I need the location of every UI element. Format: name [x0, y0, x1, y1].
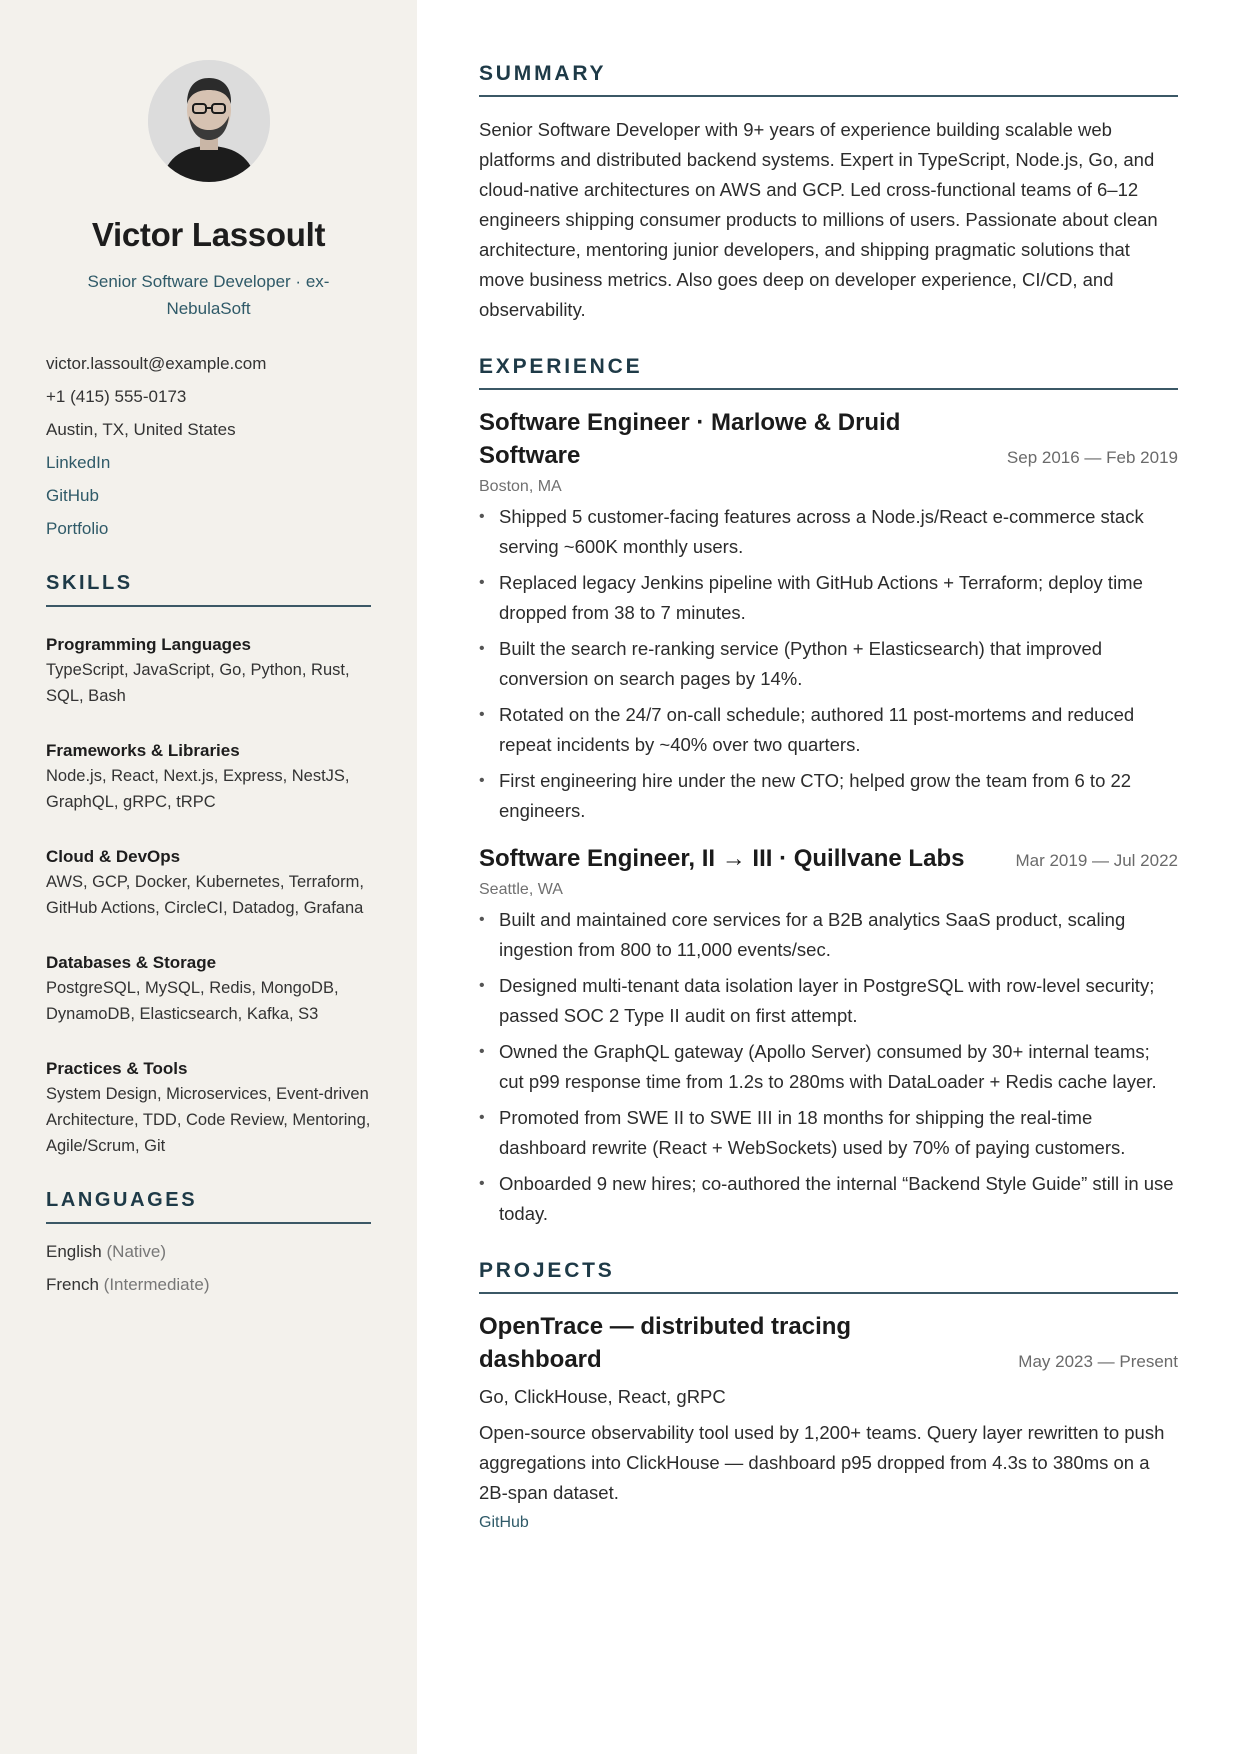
project-header — [479, 1310, 1178, 1376]
language-level: (Native) — [106, 1242, 167, 1261]
job-bullet: • Built and maintained core services for a B2B analytics SaaS product, scaling ingestion from 800 to 11,000 events/sec. — [479, 905, 1178, 965]
avatar-wrap — [46, 60, 371, 182]
skill-group-name: Programming Languages — [46, 635, 251, 654]
projects-heading: PROJECTS — [479, 1259, 1178, 1294]
linkedin-link[interactable]: LinkedIn — [46, 453, 111, 472]
project-title: OpenTrace — distributed tracing dashboard — [479, 1313, 852, 1373]
github-link[interactable]: GitHub — [46, 486, 99, 505]
language-name: French — [46, 1275, 99, 1294]
job-bullet: • Onboarded 9 new hires; co-authored the internal “Backend Style Guide” still in use today. — [479, 1169, 1178, 1229]
job-dates: Mar 2019 — Jul 2022 — [1015, 851, 1178, 870]
job-bullet: • Built the search re-ranking service (Python + Elasticsearch) that improved conversion on search pages by 14%. — [479, 634, 1178, 694]
main-content — [417, 0, 1240, 1754]
skill-group-items: Node.js, React, Next.js, Express, NestJS, GraphQL, gRPC, tRPC — [46, 767, 350, 811]
skill-group-name: Frameworks & Libraries — [46, 741, 240, 760]
experience-heading: EXPERIENCE — [479, 355, 1178, 390]
contact-phone: +1 (415) 555-0173 — [46, 387, 187, 406]
person-photo-icon — [148, 60, 270, 182]
job-header — [479, 842, 1178, 875]
job-bullet: • Shipped 5 customer-facing features across a Node.js/React e-commerce stack serving ~600K monthly users. — [479, 502, 1178, 562]
job-bullet: • Replaced legacy Jenkins pipeline with GitHub Actions + Terraform; deploy time dropped from 38 to 7 minutes. — [479, 568, 1178, 628]
job-bullet: • Owned the GraphQL gateway (Apollo Server) consumed by 30+ internal teams; cut p99 response time from 1.2s to 280ms with DataLoader + Redis cache layer. — [479, 1037, 1178, 1097]
job-bullet: • First engineering hire under the new CTO; helped grow the team from 6 to 22 engineers. — [479, 766, 1178, 826]
avatar — [148, 60, 270, 182]
language-item — [46, 1242, 371, 1262]
contact-list — [46, 354, 371, 539]
job-title: Software Engineer · Marlowe & Druid Software — [479, 409, 901, 469]
job-entry — [479, 842, 1178, 1229]
project-entry — [479, 1310, 1178, 1532]
language-item — [46, 1275, 371, 1295]
skill-group-items: TypeScript, JavaScript, Go, Python, Rust, SQL, Bash — [46, 661, 350, 705]
skill-group — [46, 951, 371, 1027]
candidate-headline: Senior Software Developer · ex-NebulaSoft — [87, 272, 330, 318]
job-dates: Sep 2016 — Feb 2019 — [1006, 448, 1178, 467]
skills-list — [46, 633, 371, 1159]
skill-group-items: PostgreSQL, MySQL, Redis, MongoDB, DynamoDB, Elasticsearch, Kafka, S3 — [46, 979, 339, 1023]
job-bullet: • Designed multi-tenant data isolation layer in PostgreSQL with row-level security; passed SOC 2 Type II audit on first attempt. — [479, 971, 1178, 1031]
job-bullet: • Rotated on the 24/7 on-call schedule; authored 11 post-mortems and reduced repeat incidents by ~40% over two quarters. — [479, 700, 1178, 760]
skill-group — [46, 1057, 371, 1159]
job-title: Software Engineer, II → III · Quillvane Labs — [479, 845, 965, 872]
job-bullets — [479, 502, 1178, 826]
job-header — [479, 406, 1178, 472]
skill-group — [46, 845, 371, 921]
project-tech: Go, ClickHouse, React, gRPC — [479, 1386, 726, 1407]
language-name: English — [46, 1242, 102, 1261]
job-location: Seattle, WA — [479, 881, 563, 898]
skill-group-name: Cloud & DevOps — [46, 847, 181, 866]
project-dates: May 2023 — Present — [1018, 1352, 1178, 1371]
skill-group-name: Databases & Storage — [46, 953, 217, 972]
contact-location: Austin, TX, United States — [46, 420, 236, 439]
skill-group — [46, 633, 371, 709]
skill-group-name: Practices & Tools — [46, 1059, 188, 1078]
skills-heading: SKILLS — [46, 572, 371, 607]
job-bullets — [479, 905, 1178, 1229]
summary-text: Senior Software Developer with 9+ years of experience building scalable web platforms and distributed backend systems. Expert in TypeScript, Node.js, Go, and cloud-native architectures on AWS and GCP. Led cross-functional teams of 6–12 engineers shipping consumer products to millions of users. Passionate about clean architecture, mentoring junior developers, and shipping pragmatic solutions that move business metrics. Also goes deep on developer experience, CI/CD, and observability. — [479, 119, 1158, 320]
sidebar — [0, 0, 417, 1754]
project-github-link[interactable]: GitHub — [479, 1514, 529, 1531]
job-bullet: • Promoted from SWE II to SWE III in 18 months for shipping the real-time dashboard rewrite (React + WebSockets) used by 70% of paying customers. — [479, 1103, 1178, 1163]
contact-email[interactable]: victor.lassoult@example.com — [46, 354, 267, 373]
skill-group-items: System Design, Microservices, Event-driven Architecture, TDD, Code Review, Mentoring, Agile/Scrum, Git — [46, 1085, 371, 1155]
skill-group-items: AWS, GCP, Docker, Kubernetes, Terraform, GitHub Actions, CircleCI, Datadog, Grafana — [46, 873, 364, 917]
candidate-name: Victor Lassoult — [91, 216, 326, 253]
summary-heading: SUMMARY — [479, 62, 1178, 97]
languages-list — [46, 1242, 371, 1295]
project-description: Open-source observability tool used by 1,200+ teams. Query layer rewritten to push aggregations into ClickHouse — dashboard p95 dropped from 4.3s to 380ms on a 2B-span dataset. — [479, 1422, 1165, 1503]
job-entry — [479, 406, 1178, 826]
languages-heading: LANGUAGES — [46, 1189, 371, 1224]
job-location: Boston, MA — [479, 478, 562, 495]
language-level: (Intermediate) — [103, 1275, 210, 1294]
skill-group — [46, 739, 371, 815]
portfolio-link[interactable]: Portfolio — [46, 519, 109, 538]
